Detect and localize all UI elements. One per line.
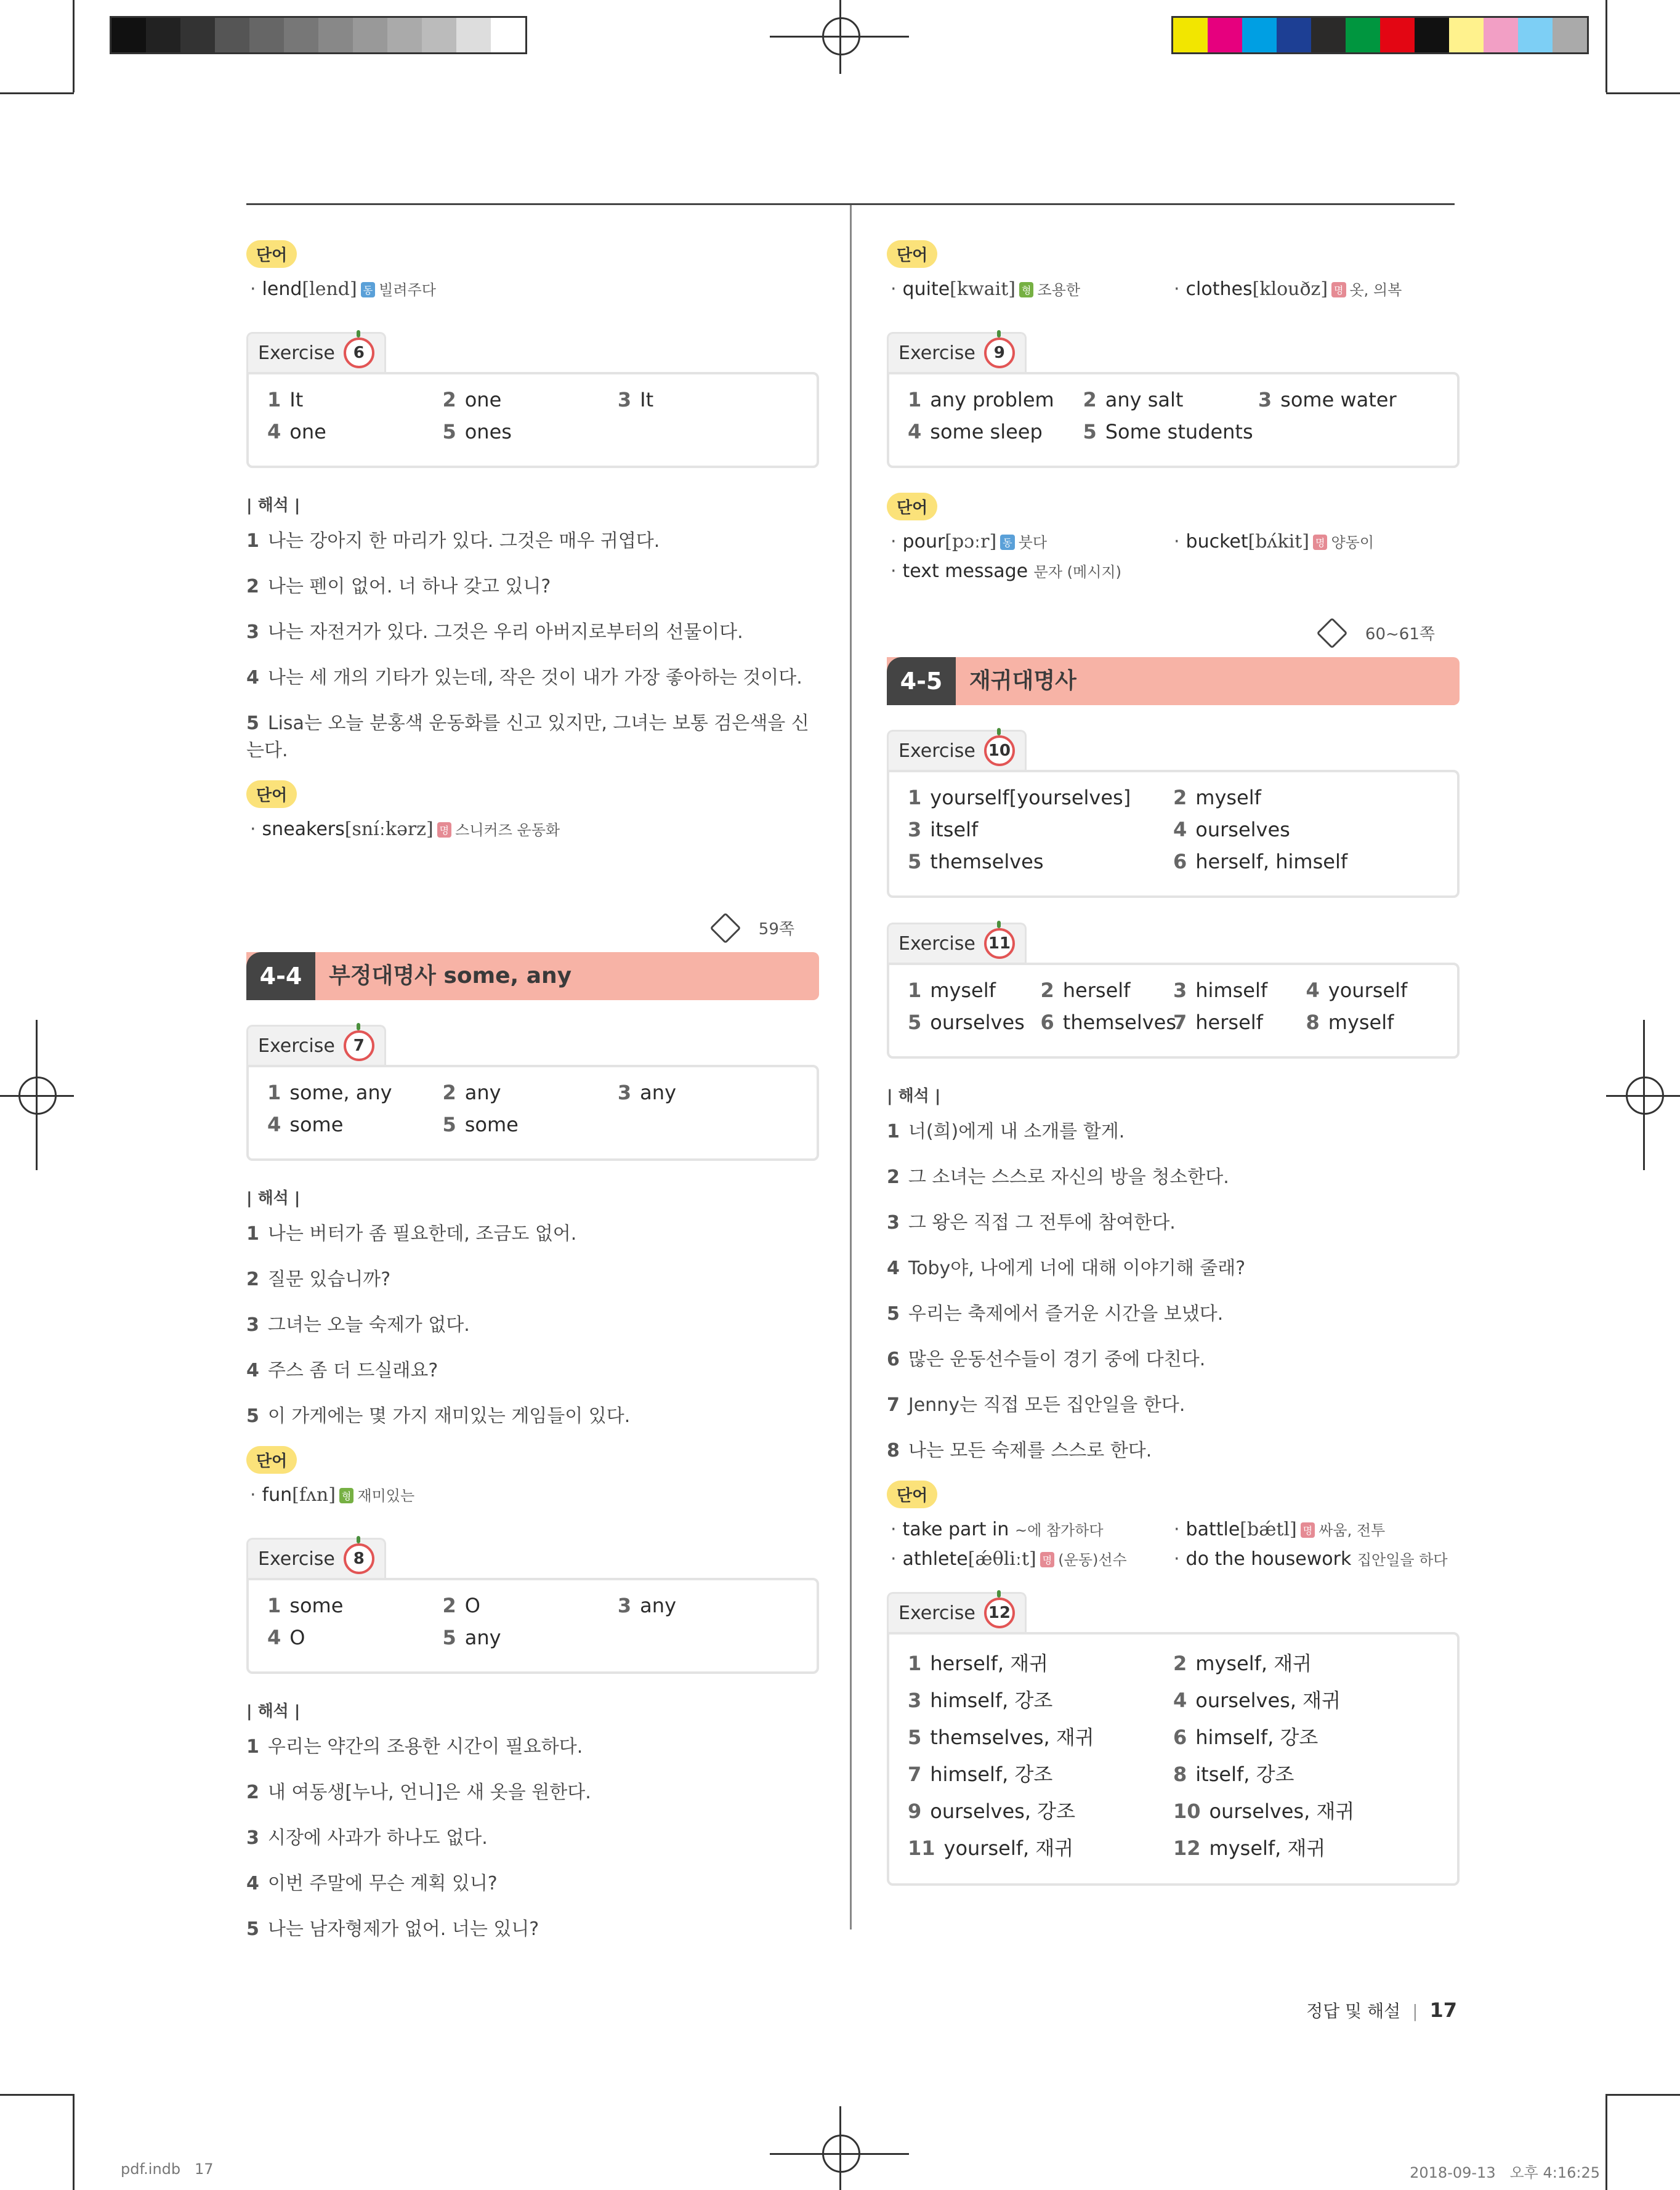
vocab-item: · take part in ~에 참가하다: [890, 1519, 1104, 1540]
answer: 10 ourselves, 재귀: [1173, 1800, 1355, 1823]
vocab-item: · fun[fʌn] 형 재미있는: [250, 1484, 415, 1506]
footer-label: 정답 및 해설: [1306, 2001, 1401, 2021]
right-column: [887, 240, 1460, 1886]
vocab-list: [250, 818, 819, 847]
answer: 5 themselves, 재귀: [908, 1726, 1094, 1749]
vocab-item: · text message 문자 (메시지): [890, 560, 1121, 582]
slug-timestamp: 2018-09-13 오후 4:16:25: [1410, 2164, 1600, 2181]
pencil-icon: [709, 912, 741, 943]
answer: 12 myself, 재귀: [1173, 1836, 1326, 1860]
vocab-badge: 단어: [887, 493, 937, 520]
vocab-badge: 단어: [246, 240, 297, 268]
grayscale-swatches: [110, 16, 527, 54]
registration-line: [36, 1020, 38, 1170]
page-footer: 정답 및 해설 | 17: [1306, 1998, 1457, 2022]
slug-file: pdf.indb 17: [121, 2160, 214, 2178]
crop-mark: [73, 2094, 75, 2190]
answer: 2 myself: [1173, 786, 1261, 809]
answer: 1 some, any: [267, 1081, 392, 1104]
translation-list: 1 나는 버터가 좀 필요한데, 조금도 없어. 2 질문 있습니까? 3 그녀는 오늘 숙제가 없다. 4 주스 좀 더 드실래요? 5 이 가게에는 몇 가지 재미있는 게임들이 있다.: [246, 1223, 631, 1427]
section-banner-4-5: 4-5 재귀대명사 60~61쪽: [887, 657, 1460, 705]
answer: 8 itself, 강조: [1173, 1763, 1294, 1786]
translation-list: 1 우리는 약간의 조용한 시간이 필요하다. 2 내 여동생[누나, 언니]은 새 옷을 원한다. 3 시장에 사과가 하나도 없다. 4 이번 주말에 무슨 계획 있니? 5 나는 남자형제가 없어. 너는 있니?: [246, 1736, 591, 1940]
answer: 1 It: [267, 388, 304, 411]
vocab-item: · quite[kwait] 형 조용한: [890, 278, 1081, 300]
answer: 9 ourselves, 강조: [908, 1800, 1075, 1823]
answer: 3 himself, 강조: [908, 1689, 1053, 1712]
answer: 5 any: [442, 1626, 501, 1649]
registration-line: [839, 0, 841, 74]
vocab-list: [250, 278, 819, 307]
crop-mark: [1605, 2094, 1607, 2190]
vocab-list: [250, 1484, 819, 1513]
answer: 5 some: [442, 1113, 519, 1136]
section-banner-4-4: 4-4 부정대명사 some, any 59쪽: [246, 952, 819, 1000]
translation-list: 1 너(희)에게 내 소개를 할게. 2 그 소녀는 스스로 자신의 방을 청소한다. 3 그 왕은 직접 그 전투에 참여한다. 4 Toby야, 나에게 너에 대해 이야기해 줄래? 5 우리는 축제에서 즐거운 시간을 보냈다. 6 많은 운동선수들이 경기 중에 다친다. 7 Jenny는 직접 모든 집안일을 한다. 8 나는 모든 숙제를 스스로 한다.: [887, 1121, 1246, 1461]
answer: 3 It: [617, 388, 654, 411]
vocab-item: · lend[lend] 동 빌려주다: [250, 278, 436, 300]
answer: 5 ourselves: [908, 1011, 1025, 1034]
answer: 6 himself, 강조: [1173, 1726, 1319, 1749]
pencil-icon: [1316, 617, 1347, 649]
registration-line: [1643, 1020, 1645, 1170]
vocab-item: · pour[pɔːr] 동 붓다: [890, 531, 1048, 552]
exercise-7: Exercise 7 1 some, any 2 any 3 any 4 some 5 some: [246, 1025, 819, 1161]
exercise-number: 12: [984, 1598, 1015, 1628]
exercise-11: Exercise 11 1 myself 2 herself 3 himself 4 yourself 5 ourselves 6 themselves 7 herself 8 myself: [887, 923, 1460, 1059]
vocab-list: [890, 278, 1460, 307]
exercise-8: Exercise 8 1 some 2 O 3 any 4 O 5 any: [246, 1538, 819, 1674]
answer: 3 itself: [908, 818, 979, 841]
exercise-number: 9: [984, 337, 1015, 368]
answer: 3 himself: [1173, 979, 1268, 1002]
answer: 2 herself: [1040, 979, 1131, 1002]
exercise-number: 7: [344, 1030, 374, 1061]
column-divider: [850, 205, 852, 1929]
left-column: [246, 240, 819, 1959]
answer: 7 herself: [1173, 1011, 1263, 1034]
vocab-item: · bucket[bʌ́kit] 명 양동이: [1174, 531, 1375, 552]
answer: 7 himself, 강조: [908, 1763, 1053, 1786]
answer: 5 themselves: [908, 850, 1044, 873]
vocab-badge: 단어: [887, 1481, 937, 1508]
answer: 5 ones: [442, 420, 512, 443]
answer: 11 yourself, 재귀: [908, 1836, 1074, 1860]
registration-line: [839, 2106, 841, 2190]
answer: 4 some: [267, 1113, 344, 1136]
answer: 1 some: [267, 1594, 344, 1617]
exercise-number: 10: [984, 735, 1015, 766]
crop-mark: [1606, 92, 1680, 94]
answer: 2 one: [442, 388, 502, 411]
vocab-list: [890, 530, 1460, 589]
crop-mark: [0, 2094, 74, 2096]
vocab-item: · sneakers[sníːkərz] 명 스니커즈 운동화: [250, 818, 560, 840]
exercise-number: 8: [344, 1543, 374, 1574]
answer: 2 any: [442, 1081, 501, 1104]
crop-mark: [73, 0, 75, 92]
translation-heading: | 해석 |: [246, 1189, 301, 1208]
answer: 1 herself, 재귀: [908, 1652, 1049, 1675]
exercise-12: Exercise 12 1 herself, 재귀 2 myself, 재귀 3 himself, 강조 4 ourselves, 재귀 5 themselves, 재귀 6 himself, 강조 7 himself, 강조 8 itself, 강조 9 ourselves, 강조 10 ourselves, 재귀 11 yourself, 재귀 12 myself, 재귀: [887, 1592, 1460, 1886]
answer: 4 some sleep: [908, 420, 1043, 443]
answer: 1 myself: [908, 979, 996, 1002]
answer: 4 ourselves: [1173, 818, 1290, 841]
translation-heading: | 해석 |: [246, 1702, 301, 1721]
vocab-item: · do the housework 집안일을 하다: [1174, 1548, 1448, 1570]
answer: 4 ourselves, 재귀: [1173, 1689, 1341, 1712]
answer: 8 myself: [1306, 1011, 1394, 1034]
vocab-badge: 단어: [887, 240, 937, 268]
answer: 3 any: [617, 1594, 676, 1617]
answer: 4 O: [267, 1626, 305, 1649]
translation-heading: | 해석 |: [887, 1087, 941, 1105]
answer: 6 themselves: [1040, 1011, 1176, 1034]
answer: 2 any salt: [1083, 388, 1184, 411]
vocab-item: · clothes[klouðz] 명 옷, 의복: [1174, 278, 1402, 300]
answer: 2 O: [442, 1594, 480, 1617]
exercise-number: 11: [984, 928, 1015, 959]
crop-mark: [1606, 2094, 1680, 2096]
answer: 6 herself, himself: [1173, 850, 1348, 873]
answer: 3 some water: [1258, 388, 1397, 411]
vocab-list: [890, 1518, 1460, 1577]
exercise-9: Exercise 9 1 any problem 2 any salt 3 some water 4 some sleep 5 Some students: [887, 332, 1460, 468]
crop-mark: [0, 92, 74, 94]
answer: 2 myself, 재귀: [1173, 1652, 1312, 1675]
vocab-item: · athlete[ǽθliːt] 명 (운동)선수: [890, 1548, 1127, 1570]
vocab-badge: 단어: [246, 780, 297, 808]
page-number: 17: [1429, 1998, 1457, 2022]
crop-mark: [1605, 0, 1607, 92]
translation-heading: | 해석 |: [246, 496, 301, 515]
answer: 1 yourself[yourselves]: [908, 786, 1131, 809]
vocab-item: · battle[bǽtl] 명 싸움, 전투: [1174, 1519, 1386, 1540]
answer: 4 one: [267, 420, 326, 443]
answer: 3 any: [617, 1081, 676, 1104]
exercise-6: Exercise 6 1 It 2 one 3 It 4 one 5 ones: [246, 332, 819, 468]
answer: 5 Some students: [1083, 420, 1253, 443]
translation-list: 1 나는 강아지 한 마리가 있다. 그것은 매우 귀엽다. 2 나는 펜이 없어. 너 하나 갖고 있니? 3 나는 자전거가 있다. 그것은 우리 아버지로부터의 선물이다. 4 나는 세 개의 기타가 있는데, 작은 것이 내가 가장 좋아하는 것이다. 5 Lisa는 오늘 분홍색 운동화를 신고 있지만, 그녀는 보통 검은색을 신는다.: [246, 530, 809, 761]
exercise-number: 6: [344, 337, 374, 368]
exercise-10: Exercise 10 1 yourself[yourselves] 2 myself 3 itself 4 ourselves 5 themselves 6 herself, himself: [887, 730, 1460, 898]
answer: 4 yourself: [1306, 979, 1408, 1002]
vocab-badge: 단어: [246, 1446, 297, 1474]
answer: 1 any problem: [908, 388, 1054, 411]
color-swatches: [1171, 16, 1589, 54]
